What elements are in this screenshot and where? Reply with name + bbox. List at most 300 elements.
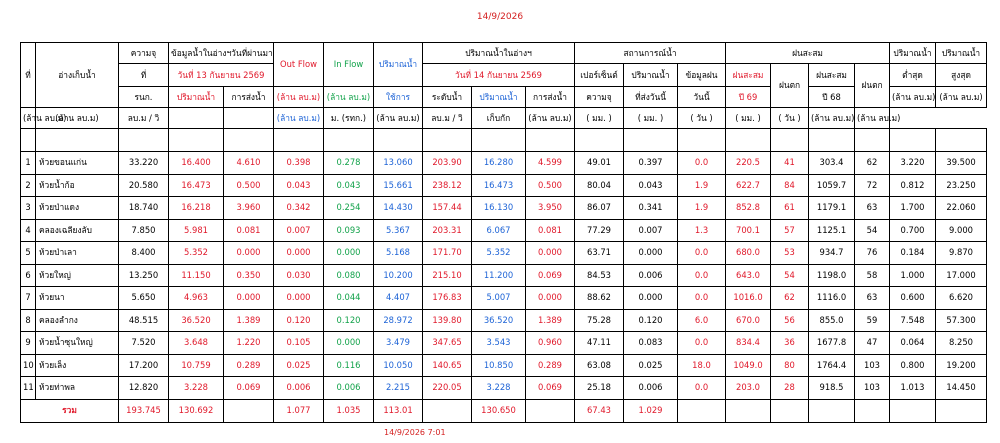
total-sent: 1.029	[624, 399, 678, 422]
cell-cap: 7.520	[119, 332, 169, 355]
cell-pr: 0.081	[224, 219, 274, 242]
cell-sent: 0.083	[624, 332, 678, 355]
total-empty	[224, 399, 274, 422]
cell-pr: 0.289	[224, 354, 274, 377]
cell-d68: 47	[855, 332, 890, 355]
outflow-unit: (ล้าน ลบ.ม)	[274, 87, 324, 108]
cell-no: 10	[21, 354, 36, 377]
cell-use: 14.430	[374, 197, 423, 220]
cell-cap: 48.515	[119, 309, 169, 332]
cell-pv: 36.520	[169, 309, 224, 332]
cell-max: 14.450	[936, 377, 987, 400]
cell-max: 57.300	[936, 309, 987, 332]
total-tv: 130.650	[472, 399, 526, 422]
cell-pct: 80.04	[575, 174, 624, 197]
cell-tv: 5.352	[472, 242, 526, 265]
col-no-header: ที่	[21, 43, 36, 108]
cell-use: 10.050	[374, 354, 423, 377]
total-empty	[890, 399, 936, 422]
cell-d69: 84	[771, 174, 809, 197]
max-header-1: ปริมาณน้ำ	[936, 43, 987, 64]
cell-lvl: 203.90	[423, 152, 472, 175]
cell-name: ห้วยขอนแก่น	[36, 152, 119, 175]
total-inf: 1.035	[324, 399, 374, 422]
days68-unit: ( วัน )	[771, 108, 809, 129]
cell-no: 1	[21, 152, 36, 175]
cell-no: 8	[21, 309, 36, 332]
cell-out: 0.342	[274, 197, 324, 220]
cell-c68: 303.4	[809, 152, 855, 175]
cell-rain: 0.0	[678, 264, 726, 287]
cell-d69: 57	[771, 219, 809, 242]
today-volume-header: ปริมาณน้ำ	[472, 87, 526, 108]
cell-no: 9	[21, 332, 36, 355]
cell-name: คลองลำกง	[36, 309, 119, 332]
cell-cap: 18.740	[119, 197, 169, 220]
today-volume-unit: (ล้าน ลบ.ม)	[374, 108, 423, 129]
min-header-3: (ล้าน ลบ.ม)	[890, 87, 936, 108]
cell-no: 3	[21, 197, 36, 220]
cell-d69: 28	[771, 377, 809, 400]
cell-inf: 0.116	[324, 354, 374, 377]
cell-name: ห้วยใหญ่	[36, 264, 119, 287]
cell-pr: 0.069	[224, 377, 274, 400]
cell-max: 17.000	[936, 264, 987, 287]
cell-sent: 0.000	[624, 287, 678, 310]
cell-min: 0.064	[890, 332, 936, 355]
table-row	[21, 219, 987, 242]
total-empty	[771, 399, 809, 422]
cell-use: 15.661	[374, 174, 423, 197]
cell-d68: 58	[855, 264, 890, 287]
cell-cap: 33.220	[119, 152, 169, 175]
cell-name: ห้วยเล็ง	[36, 354, 119, 377]
cell-rain: 6.0	[678, 309, 726, 332]
cell-pr: 1.220	[224, 332, 274, 355]
cell-tv: 16.280	[472, 152, 526, 175]
cum-rain-header: ฝนสะสม	[726, 43, 890, 64]
total-out: 1.077	[274, 399, 324, 422]
inflow-header: In Flow	[324, 43, 374, 87]
cell-cap: 12.820	[119, 377, 169, 400]
cell-d69: 62	[771, 287, 809, 310]
cell-no: 4	[21, 219, 36, 242]
cell-c68: 855.0	[809, 309, 855, 332]
usable-unit: (ล้าน ลบ.ม)	[274, 108, 324, 129]
cell-rain: 0.0	[678, 287, 726, 310]
cell-lvl: 140.65	[423, 354, 472, 377]
cell-c69: 852.8	[726, 197, 771, 220]
cell-pct: 77.29	[575, 219, 624, 242]
cell-min: 0.184	[890, 242, 936, 265]
cell-tv: 3.543	[472, 332, 526, 355]
cell-d69: 36	[771, 332, 809, 355]
cell-tr: 0.000	[526, 287, 575, 310]
prev-release-unit: ลบ.ม / วิ	[119, 108, 169, 129]
cell-max: 9.870	[936, 242, 987, 265]
cell-d69: 80	[771, 354, 809, 377]
cell-pct: 63.08	[575, 354, 624, 377]
percent-header-2: ความจุ	[575, 87, 624, 108]
cell-pv: 5.352	[169, 242, 224, 265]
cell-pct: 88.62	[575, 287, 624, 310]
cell-tv: 5.007	[472, 287, 526, 310]
usable-header-1: ปริมาณน้ำ	[374, 43, 423, 87]
cell-d68: 76	[855, 242, 890, 265]
min-header-2: ต่ำสุด	[890, 64, 936, 87]
cell-sent: 0.043	[624, 174, 678, 197]
total-empty	[936, 399, 987, 422]
cell-c69: 203.0	[726, 377, 771, 400]
cell-no: 5	[21, 242, 36, 265]
cell-out: 0.105	[274, 332, 324, 355]
sent-header-2: ที่ส่งวันนี้	[624, 87, 678, 108]
table-row	[21, 309, 987, 332]
total-empty	[678, 399, 726, 422]
max-unit: (ล้าน ลบ.ม)	[855, 108, 890, 129]
reservoir-table	[20, 42, 987, 423]
percent-header-3: เก็บกัก	[472, 108, 526, 129]
total-use: 113.01	[374, 399, 423, 422]
cell-tr: 0.069	[526, 264, 575, 287]
cell-c68: 1677.8	[809, 332, 855, 355]
cell-d68: 103	[855, 354, 890, 377]
total-cap: 193.745	[119, 399, 169, 422]
data-rows	[21, 129, 987, 423]
cell-inf: 0.278	[324, 152, 374, 175]
cell-cap: 13.250	[119, 264, 169, 287]
cell-tr: 4.599	[526, 152, 575, 175]
table-row	[21, 264, 987, 287]
table-row	[21, 287, 987, 310]
cell-tr: 1.389	[526, 309, 575, 332]
cell-tr: 0.960	[526, 332, 575, 355]
total-pct: 67.43	[575, 399, 624, 422]
prev-date-header: วันที่ 13 กันยายน 2569	[169, 64, 274, 87]
cell-no: 6	[21, 264, 36, 287]
max-header-2: สูงสุด	[936, 64, 987, 87]
cap-header-1: ความจุ	[119, 43, 169, 64]
cell-inf: 0.006	[324, 377, 374, 400]
cell-rain: 0.0	[678, 377, 726, 400]
cell-out: 0.043	[274, 174, 324, 197]
cell-d68: 103	[855, 377, 890, 400]
cell-c68: 1125.1	[809, 219, 855, 242]
cell-c68: 934.7	[809, 242, 855, 265]
report-date: 14/9/2026	[476, 12, 524, 22]
cell-lvl: 176.83	[423, 287, 472, 310]
cell-pr: 0.350	[224, 264, 274, 287]
cell-d68: 63	[855, 287, 890, 310]
cell-use: 28.972	[374, 309, 423, 332]
sent-header-1: ปริมาณน้ำ	[624, 64, 678, 87]
cell-c68: 1179.1	[809, 197, 855, 220]
cell-d68: 63	[855, 197, 890, 220]
total-label: รวม	[21, 399, 119, 422]
cell-out: 0.000	[274, 287, 324, 310]
cell-inf: 0.043	[324, 174, 374, 197]
cap-unit: (ล้าน ลบ.ม)	[21, 108, 36, 129]
status-header: สถานการณ์น้ำ	[575, 43, 726, 64]
cell-tr: 3.950	[526, 197, 575, 220]
cell-tv: 16.473	[472, 174, 526, 197]
cell-out: 0.398	[274, 152, 324, 175]
cell-cap: 20.580	[119, 174, 169, 197]
days69-unit: ( วัน )	[678, 108, 726, 129]
cell-inf: 0.044	[324, 287, 374, 310]
cell-use: 5.168	[374, 242, 423, 265]
cell-tr: 0.000	[526, 242, 575, 265]
cell-tv: 6.067	[472, 219, 526, 242]
cell-c69: 1049.0	[726, 354, 771, 377]
cell-pr: 1.389	[224, 309, 274, 332]
cell-name: ห้วยน้ำก้อ	[36, 174, 119, 197]
cell-min: 1.013	[890, 377, 936, 400]
cell-sent: 0.007	[624, 219, 678, 242]
header-row-1	[21, 43, 987, 64]
inflow-unit: (ล้าน ลบ.ม)	[324, 87, 374, 108]
total-pv: 130.692	[169, 399, 224, 422]
cell-no: 2	[21, 174, 36, 197]
rain-today-unit: ( มม. )	[575, 108, 624, 129]
cell-lvl: 220.05	[423, 377, 472, 400]
cell-no: 11	[21, 377, 36, 400]
days69-header-1: ฝนตก	[771, 64, 809, 108]
cell-name: ห้วยน้ำซุนใหญ่	[36, 332, 119, 355]
total-empty	[855, 399, 890, 422]
cell-pv: 16.218	[169, 197, 224, 220]
prev-info-header: ข้อมูลน้ำในอ่างฯวันที่ผ่านมา	[169, 43, 274, 64]
cell-max: 23.250	[936, 174, 987, 197]
cell-name: คลองเฉลียงลับ	[36, 219, 119, 242]
cum68-header-1: ฝนสะสม	[809, 64, 855, 87]
prev-volume-unit: (ล้าน ลบ.ม)	[36, 108, 119, 129]
cell-inf: 0.093	[324, 219, 374, 242]
cell-pv: 3.228	[169, 377, 224, 400]
cell-c69: 622.7	[726, 174, 771, 197]
cell-d68: 72	[855, 174, 890, 197]
total-empty	[809, 399, 855, 422]
cell-rain: 1.9	[678, 197, 726, 220]
cell-min: 0.600	[890, 287, 936, 310]
today-date-header: วันที่ 14 กันยายน 2569	[423, 64, 575, 87]
cell-lvl: 238.12	[423, 174, 472, 197]
cell-tr: 0.289	[526, 354, 575, 377]
cell-out: 0.120	[274, 309, 324, 332]
level-unit: ม. (รทก.)	[324, 108, 374, 129]
header-row-4	[21, 108, 987, 129]
cell-cap: 7.850	[119, 219, 169, 242]
cell-name: ห้วยท่าพล	[36, 377, 119, 400]
cell-pr: 0.500	[224, 174, 274, 197]
cell-pv: 3.648	[169, 332, 224, 355]
cell-d69: 53	[771, 242, 809, 265]
cell-sent: 0.341	[624, 197, 678, 220]
cap-header-3: รนก.	[119, 87, 169, 108]
cell-lvl: 347.65	[423, 332, 472, 355]
total-empty	[726, 399, 771, 422]
sent-unit: (ล้าน ลบ.ม)	[526, 108, 575, 129]
cell-rain: 0.0	[678, 332, 726, 355]
cell-sent: 0.006	[624, 377, 678, 400]
cell-lvl: 157.44	[423, 197, 472, 220]
cell-rain: 0.0	[678, 152, 726, 175]
cell-out: 0.006	[274, 377, 324, 400]
cell-inf: 0.000	[324, 332, 374, 355]
cell-no: 7	[21, 287, 36, 310]
cell-c68: 1116.0	[809, 287, 855, 310]
cell-c69: 680.0	[726, 242, 771, 265]
table-row	[21, 152, 987, 175]
cell-max: 6.620	[936, 287, 987, 310]
cell-rain: 1.3	[678, 219, 726, 242]
cell-min: 3.220	[890, 152, 936, 175]
cell-pct: 75.28	[575, 309, 624, 332]
cell-c69: 643.0	[726, 264, 771, 287]
cell-d69: 61	[771, 197, 809, 220]
cell-pct: 63.71	[575, 242, 624, 265]
cell-d68: 59	[855, 309, 890, 332]
cell-inf: 0.120	[324, 309, 374, 332]
cell-pct: 47.11	[575, 332, 624, 355]
outflow-header: Out Flow	[274, 43, 324, 87]
cell-pv: 10.759	[169, 354, 224, 377]
header-row-2	[21, 64, 987, 87]
cell-out: 0.007	[274, 219, 324, 242]
footer-timestamp: 14/9/2026 7:01	[384, 428, 446, 437]
cell-pct: 86.07	[575, 197, 624, 220]
cell-pv: 16.473	[169, 174, 224, 197]
total-empty	[526, 399, 575, 422]
rain-today-header-1: ข้อมูลฝน	[678, 64, 726, 87]
cum68-header-2: ปี 68	[809, 87, 855, 108]
cell-use: 3.479	[374, 332, 423, 355]
cum68-unit: ( มม. )	[726, 108, 771, 129]
cell-pct: 49.01	[575, 152, 624, 175]
cell-tv: 16.130	[472, 197, 526, 220]
cell-tv: 10.850	[472, 354, 526, 377]
cell-inf: 0.254	[324, 197, 374, 220]
percent-header-1: เปอร์เซ็นต์	[575, 64, 624, 87]
table-row	[21, 354, 987, 377]
today-info-header: ปริมาณน้ำในอ่างฯ	[423, 43, 575, 64]
prev-volume-header: ปริมาณน้ำ	[169, 87, 224, 108]
cell-min: 0.812	[890, 174, 936, 197]
cell-pr: 0.000	[224, 287, 274, 310]
cell-cap: 17.200	[119, 354, 169, 377]
cell-max: 8.250	[936, 332, 987, 355]
cell-c68: 1198.0	[809, 264, 855, 287]
table-row	[21, 242, 987, 265]
cell-pct: 84.53	[575, 264, 624, 287]
cell-use: 10.200	[374, 264, 423, 287]
cell-sent: 0.025	[624, 354, 678, 377]
cell-max: 19.200	[936, 354, 987, 377]
header-row-3	[21, 87, 987, 108]
cell-pr: 3.960	[224, 197, 274, 220]
cum69-header-1: ฝนสะสม	[726, 64, 771, 87]
cell-pv: 5.981	[169, 219, 224, 242]
cell-d69: 54	[771, 264, 809, 287]
cell-min: 7.548	[890, 309, 936, 332]
cell-c69: 220.5	[726, 152, 771, 175]
days68-header-1: ฝนตก	[855, 64, 890, 108]
today-release-unit: ลบ.ม / วิ	[423, 108, 472, 129]
cum69-header-2: ปี 69	[726, 87, 771, 108]
cell-name: ห้วยป่าแดง	[36, 197, 119, 220]
cell-use: 13.060	[374, 152, 423, 175]
cell-use: 2.215	[374, 377, 423, 400]
cell-out: 0.000	[274, 242, 324, 265]
cell-max: 39.500	[936, 152, 987, 175]
cell-tv: 11.200	[472, 264, 526, 287]
rain-today-header-2: วันนี้	[678, 87, 726, 108]
table-row	[21, 197, 987, 220]
cell-tr: 0.500	[526, 174, 575, 197]
cell-use: 4.407	[374, 287, 423, 310]
cell-c69: 700.1	[726, 219, 771, 242]
cell-out: 0.025	[274, 354, 324, 377]
inflow-blank	[224, 108, 274, 129]
cell-rain: 18.0	[678, 354, 726, 377]
cell-max: 9.000	[936, 219, 987, 242]
cell-rain: 1.9	[678, 174, 726, 197]
cell-pv: 4.963	[169, 287, 224, 310]
cell-c69: 834.4	[726, 332, 771, 355]
cell-c69: 670.0	[726, 309, 771, 332]
table-row	[21, 332, 987, 355]
cell-tr: 0.081	[526, 219, 575, 242]
cell-out: 0.030	[274, 264, 324, 287]
total-empty	[423, 399, 472, 422]
cell-min: 1.700	[890, 197, 936, 220]
min-unit: (ล้าน ลบ.ม)	[809, 108, 855, 129]
cell-lvl: 215.10	[423, 264, 472, 287]
prev-release-header: การส่งน้ำ	[224, 87, 274, 108]
min-header-1: ปริมาณน้ำ	[890, 43, 936, 64]
cell-min: 1.000	[890, 264, 936, 287]
cell-min: 0.800	[890, 354, 936, 377]
cell-min: 0.700	[890, 219, 936, 242]
table-row	[21, 377, 987, 400]
cell-sent: 0.120	[624, 309, 678, 332]
cell-lvl: 203.31	[423, 219, 472, 242]
cum69-unit: ( มม. )	[624, 108, 678, 129]
cell-sent: 0.006	[624, 264, 678, 287]
cell-tv: 36.520	[472, 309, 526, 332]
cell-name: ห้วยป่าเลา	[36, 242, 119, 265]
cell-cap: 8.400	[119, 242, 169, 265]
cell-cap: 5.650	[119, 287, 169, 310]
usable-header-2: ใช้การ	[374, 87, 423, 108]
cell-c68: 918.5	[809, 377, 855, 400]
cell-lvl: 171.70	[423, 242, 472, 265]
col-reservoir-header: อ่างเก็บน้ำ	[36, 43, 119, 108]
level-header: ระดับน้ำ	[423, 87, 472, 108]
cell-inf: 0.000	[324, 242, 374, 265]
cell-d68: 54	[855, 219, 890, 242]
table-row	[21, 174, 987, 197]
cell-pv: 11.150	[169, 264, 224, 287]
cell-use: 5.367	[374, 219, 423, 242]
cell-sent: 0.397	[624, 152, 678, 175]
cell-pct: 25.18	[575, 377, 624, 400]
cell-d69: 56	[771, 309, 809, 332]
cell-c69: 1016.0	[726, 287, 771, 310]
cell-pv: 16.400	[169, 152, 224, 175]
cell-name: ห้วยนา	[36, 287, 119, 310]
cell-pr: 0.000	[224, 242, 274, 265]
